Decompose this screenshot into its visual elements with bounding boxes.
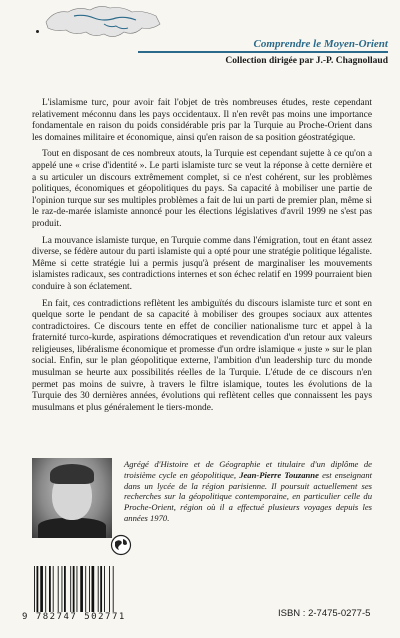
barcode: [32, 566, 142, 612]
globe-icon: [110, 534, 132, 556]
blurb: [32, 98, 372, 419]
bio-part-2: est enseignant dans un lycée de la région parisienne. Il poursuit actuellement ses recherches sur la géopolitique contemporaine, en particulier celle du Proche-Orient, région où il a effectué plusieurs voyages depuis les années 1970.: [124, 469, 373, 523]
author-photo: [32, 458, 112, 538]
series-editor: Collection dirigée par J.-P. Chagnollaud: [225, 55, 388, 66]
series-title: Comprendre le Moyen-Orient: [253, 38, 388, 50]
series-header: [138, 38, 388, 66]
middle-east-map-icon: [44, 2, 162, 42]
author-name: Jean-Pierre Touzanne: [239, 469, 319, 480]
isbn: ISBN : 2-7475-0277-5: [278, 608, 371, 619]
blurb-paragraph-2: Tout en disposant de ces nombreux atouts, la Turquie est cependant sujette à ce qu'on a appelé une « crise d'identité ». Le parti islamiste turc se veut la réponse à cette dernière et a su articuler un discours extrêmement complet, si ce n'est cohérent, sur les problèmes politiques, économiques et géopolitiques du pays. Sa capacité à mobiliser une partie de l'opinion turque sur ses multiples problèmes a fait de lui un parti de premier plan, même si le raz-de-marée islamiste annoncé pour les élections législatives d'avril 1999 ne s'est pas produit.: [32, 149, 372, 229]
blurb-paragraph-1: L'islamisme turc, pour avoir fait l'objet de très nombreuses études, reste cependant relativement méconnu dans les pays occidentaux. Il n'en revêt pas moins une importance fondamentale en raison du poids considérable pris par la Turquie au Proche-Orient dans les domaines militaire et économique, ainsi qu'en raison de sa position géostratégique.: [32, 98, 372, 143]
series-rule: [138, 51, 388, 53]
blurb-paragraph-4: En fait, ces contradictions reflètent les ambiguïtés du discours islamiste turc et sont en quelque sorte le pendant de sa capacité à mobiliser des groupes sociaux aux attentes contradictoires. Ce discours tente en effet de concilier nationalisme turc et appel à la fraternité turco-kurde, aspirations démocratiques et revendication d'un retour aux valeurs religieuses, libéralisme économique et promesse d'un ordre islamique « juste » sur le plan social. Enfin, sur le plan géopolitique externe, l'ambition d'un leadership turc du monde musulman se heurte aux possibilités réelles de la Turquie. L'étude de ce discours n'en permet pas moins de suivre, à travers le filtre islamique, toutes les évolutions de la Turquie des 30 dernières années, évolutions qui reflètent celles que connaissent les pays musulmans et plus généralement le tiers-monde.: [32, 298, 372, 413]
bio-part-1: Agrégé d'Histoire et de Géographie et titulaire d'un diplôme de troisième cycle en géopolitique,: [124, 459, 372, 480]
barcode-number: 9 782747 502771: [22, 612, 126, 622]
author-bio: [124, 459, 372, 524]
decorative-dot: [36, 30, 39, 33]
blurb-paragraph-3: La mouvance islamiste turque, en Turquie comme dans l'émigration, tout en étant assez diverse, se fédère autour du parti islamiste qui a opté pour une stratégie politique légaliste. Même si cette stratégie lui a permis jusqu'à présent de marginaliser les mouvements islamistes radicaux, ses contradictions internes et son échec relatif en 1999 pourraient bien conduire à son éclatement.: [32, 235, 372, 292]
